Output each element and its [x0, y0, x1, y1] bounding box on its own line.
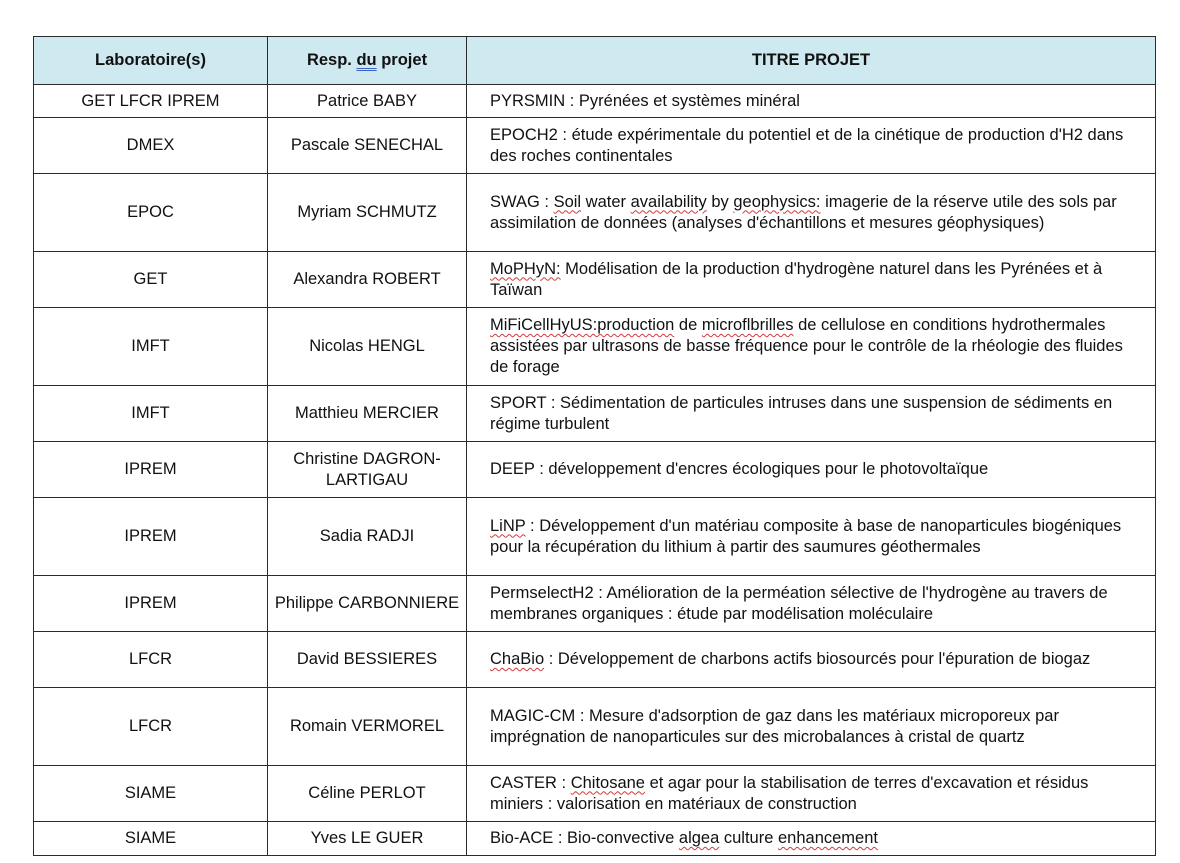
title-segment: MAGIC-CM : Mesure d'adsorption de gaz dans les matériaux microporeux par imprégnation de nanoparticules sur des microbalances à cristal de quartz [490, 706, 1059, 746]
table-body [34, 85, 1156, 856]
cell-titre-projet [467, 85, 1156, 118]
cell-titre-projet [467, 308, 1156, 386]
cell-responsable: Philippe CARBONNIERE [268, 576, 467, 632]
cell-laboratoire: EPOC [34, 174, 268, 252]
title-segment-flagged: LiNP [490, 516, 526, 535]
cell-laboratoire: GET [34, 252, 268, 308]
cell-titre-projet [467, 498, 1156, 576]
cell-laboratoire: LFCR [34, 688, 268, 766]
title-segment: water [581, 192, 631, 211]
table-row [34, 252, 1156, 308]
title-segment: PYRSMIN : Pyrénées et systèmes minéral [490, 91, 800, 110]
table-row [34, 174, 1156, 252]
title-segment: culture [719, 829, 778, 847]
table-row [34, 688, 1156, 766]
title-segment-flagged: microflbrilles [701, 316, 794, 334]
cell-responsable: Romain VERMOREL [268, 688, 467, 766]
header-titre-projet: TITRE PROJET [467, 37, 1156, 85]
cell-titre-projet [467, 118, 1156, 174]
title-segment: Bio-ACE : Bio-convective [490, 829, 679, 847]
cell-laboratoire: SIAME [34, 766, 268, 822]
cell-titre-projet [467, 822, 1156, 856]
title-segment-flagged: Soil [553, 192, 582, 211]
table-row [34, 632, 1156, 688]
title-segment: DEEP : développement d'encres écologiques pour le photovoltaïque [490, 460, 989, 478]
title-segment: CASTER : [490, 773, 571, 792]
cell-responsable: Christine DAGRON-LARTIGAU [268, 442, 467, 498]
title-segment: de cellulose en conditions hydrothermales assistées par ultrasons de basse fréquence pour le contrôle de la rhéologie des fluides de forage [490, 316, 1123, 376]
cell-laboratoire: IPREM [34, 576, 268, 632]
header-responsable [268, 37, 467, 85]
header-row [34, 37, 1156, 85]
cell-laboratoire: SIAME [34, 822, 268, 856]
table-row [34, 386, 1156, 442]
cell-titre-projet [467, 766, 1156, 822]
table-row [34, 85, 1156, 118]
title-segment: EPOCH2 : étude expérimentale du potentiel et de la cinétique de production d'H2 dans des roches continentales [490, 125, 1124, 165]
title-segment: PermselectH2 : Amélioration de la perméation sélective de l'hydrogène au travers de membranes organiques : étude par modélisation moléculaire [490, 583, 1108, 623]
cell-laboratoire: GET LFCR IPREM [34, 85, 268, 118]
title-segment: by [706, 192, 734, 211]
title-segment-flagged: algea [678, 829, 720, 847]
cell-titre-projet [467, 174, 1156, 252]
title-segment-flagged: ChaBio [490, 650, 545, 668]
title-segment: SWAG : [490, 192, 554, 211]
cell-laboratoire: IPREM [34, 442, 268, 498]
cell-titre-projet [467, 442, 1156, 498]
cell-responsable: Alexandra ROBERT [268, 252, 467, 308]
cell-responsable: Patrice BABY [268, 85, 467, 118]
title-segment-flagged: geophysics: [733, 192, 821, 211]
cell-titre-projet [467, 386, 1156, 442]
title-segment: SPORT : Sédimentation de particules intruses dans une suspension de sédiments en régime turbulent [490, 393, 1113, 433]
table-row [34, 308, 1156, 386]
table-row [34, 822, 1156, 856]
cell-responsable: Yves LE GUER [268, 822, 467, 856]
cell-titre-projet [467, 632, 1156, 688]
title-segment-flagged: MiFiCellHyUS:production [490, 316, 675, 334]
title-segment: imagerie de la réserve utile des sols par assimilation de données (analyses d'échantillons et mesures géophysiques) [490, 192, 1117, 232]
table-row [34, 766, 1156, 822]
title-segment: de [674, 316, 702, 334]
title-segment: : Développement d'un matériau composite à base de nanoparticules biogéniques pour la récupération du lithium à partir des saumures géothermales [490, 516, 1122, 556]
table-row [34, 118, 1156, 174]
title-segment-flagged: enhancement [777, 829, 878, 847]
cell-responsable: David BESSIERES [268, 632, 467, 688]
cell-responsable: Myriam SCHMUTZ [268, 174, 467, 252]
title-segment: : Développement de charbons actifs biosourcés pour l'épuration de biogaz [544, 650, 1091, 668]
title-segment-flagged: availability [630, 192, 707, 211]
cell-responsable: Nicolas HENGL [268, 308, 467, 386]
header-resp-prefix: Resp. [306, 51, 357, 69]
cell-responsable: Pascale SENECHAL [268, 118, 467, 174]
title-segment: Modélisation de la production d'hydrogène naturel dans les Pyrénées et à Taïwan [490, 259, 1103, 299]
table-row [34, 498, 1156, 576]
header-resp-suffix: projet [376, 51, 428, 69]
cell-laboratoire: DMEX [34, 118, 268, 174]
title-segment-flagged: MoPHyN: [490, 259, 561, 278]
title-segment: et agar pour la stabilisation de terres d'excavation et résidus miniers : valorisation en matériaux de construction [490, 773, 1089, 813]
projects-table [33, 36, 1156, 856]
cell-titre-projet [467, 576, 1156, 632]
cell-laboratoire: IPREM [34, 498, 268, 576]
cell-responsable: Céline PERLOT [268, 766, 467, 822]
cell-responsable: Sadia RADJI [268, 498, 467, 576]
cell-laboratoire: IMFT [34, 386, 268, 442]
cell-laboratoire: IMFT [34, 308, 268, 386]
header-resp-du: du [356, 51, 377, 69]
cell-responsable: Matthieu MERCIER [268, 386, 467, 442]
table-row [34, 576, 1156, 632]
cell-laboratoire: LFCR [34, 632, 268, 688]
cell-titre-projet [467, 252, 1156, 308]
header-laboratoire: Laboratoire(s) [34, 37, 268, 85]
title-segment-flagged: Chitosane [570, 773, 645, 792]
table-row [34, 442, 1156, 498]
cell-titre-projet [467, 688, 1156, 766]
